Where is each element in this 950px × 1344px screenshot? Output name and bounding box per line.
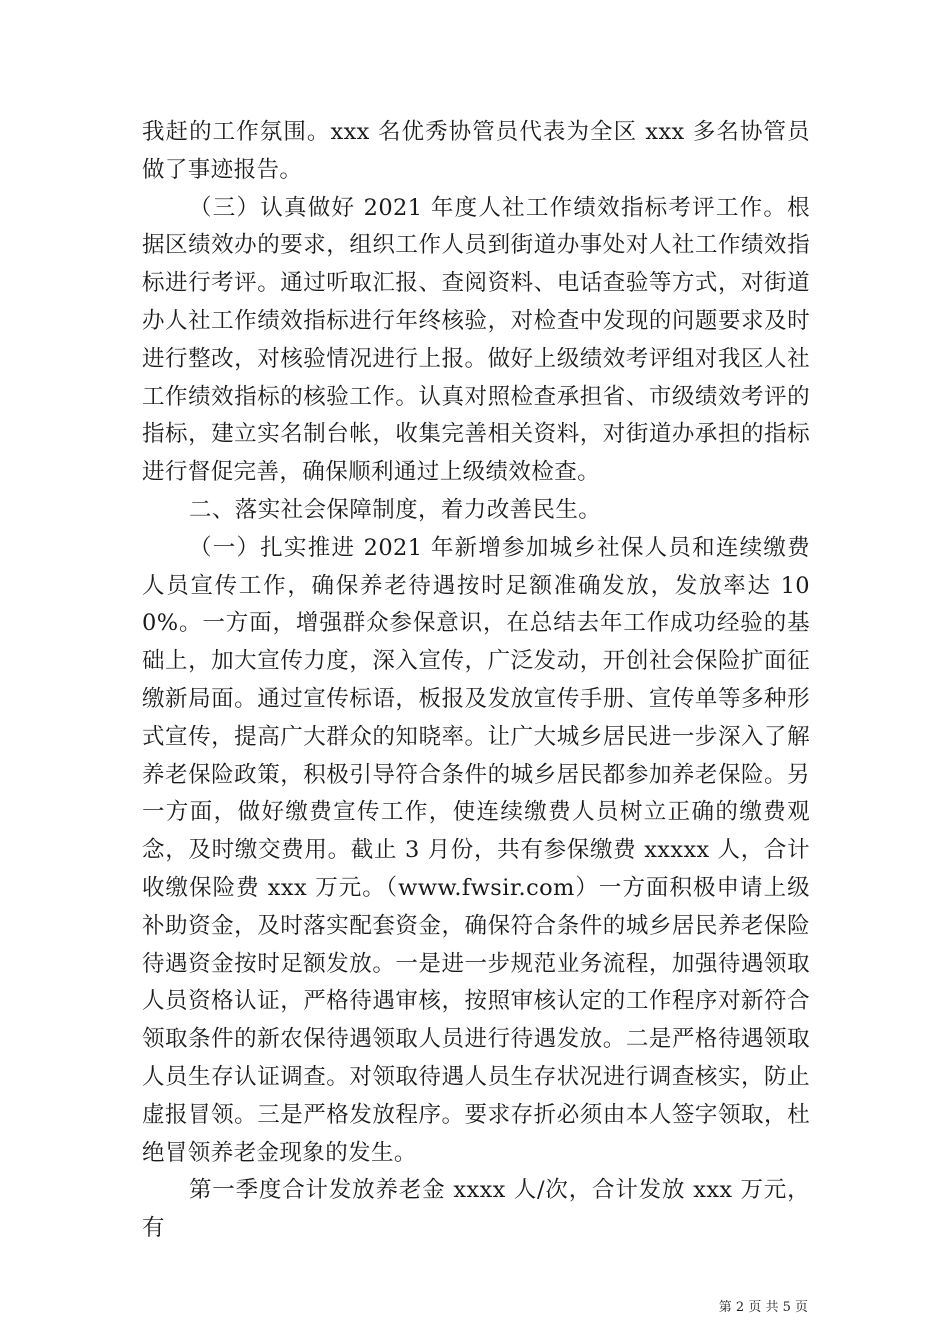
document-body xyxy=(142,114,810,1248)
page-number-footer: 第 2 页 共 5 页 xyxy=(718,1300,808,1315)
paragraph-subsection-1: （一）扎实推进 2021 年新增参加城乡社保人员和连续缴费人员宣传工作，确保养老待遇按时足额准确发放，发放率达 100%。一方面，增强群众参保意识，在总结去年工作成功经验的基础上，加大宣传力度，深入宣传，广泛发动，开创社会保险扩面征缴新局面。通过宣传标语，板报及发放宣传手册、宣传单等多种形式宣传，提高广大群众的知晓率。让广大城乡居民进一步深入了解养老保险政策，积极引导符合条件的城乡居民都参加养老保险。另一方面，做好缴费宣传工作，使连续缴费人员树立正确的缴费观念，及时缴交费用。截止 3 月份，共有参保缴费 xxxxx 人，合计收缴保险费 xxx 万元。（www.fwsir.com）一方面积极申请上级补助资金，及时落实配套资金，确保符合条件的城乡居民养老保险待遇资金按时足额发放。一是进一步规范业务流程，加强待遇领取人员资格认证，严格待遇审核，按照审核认定的工作程序对新符合领取条件的新农保待遇领取人员进行待遇发放。二是严格待遇领取人员生存认证调查。对领取待遇人员生存状况进行调查核实，防止虚报冒领。三是严格发放程序。要求存折必须由本人签字领取，杜绝冒领养老金现象的发生。 xyxy=(142,534,810,1166)
paragraph-first-quarter: 第一季度合计发放养老金 xxxx 人/次，合计发放 xxx 万元，有 xyxy=(142,1177,810,1242)
paragraph-continuation: 我赶的工作氛围。xxx 名优秀协管员代表为全区 xxx 多名协管员做了事迹报告。 xyxy=(142,119,810,183)
section-heading-2: 二、落实社会保障制度，着力改善民生。 xyxy=(189,496,602,523)
paragraph-section-3: （三）认真做好 2021 年度人社工作绩效指标考评工作。根据区绩效办的要求，组织工作人员到街道办事处对人社工作绩效指标进行考评。通过听取汇报、查阅资料、电话查验等方式，对街道办人社工作绩效指标进行年终核验，对检查中发现的问题要求及时进行整改，对核验情况进行上报。做好上级绩效考评组对我区人社工作绩效指标的核验工作。认真对照检查承担省、市级绩效考评的指标，建立实名制台帐，收集完善相关资料，对街道办承担的指标进行督促完善，确保顺利通过上级绩效检查。 xyxy=(142,194,810,486)
